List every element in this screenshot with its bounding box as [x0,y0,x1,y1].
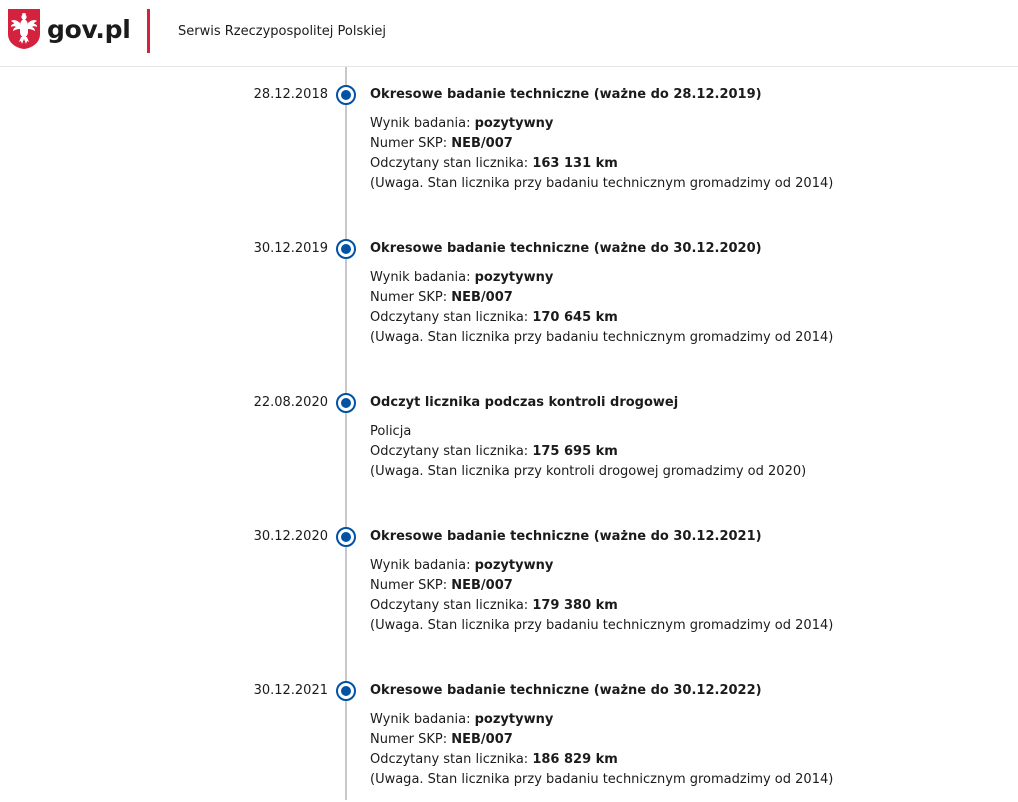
result-value: pozytywny [474,712,554,727]
skp-label: Numer SKP: [370,290,452,305]
odometer-line [370,442,806,462]
result-label: Wynik badania: [370,558,475,573]
entry-note: (Uwaga. Stan licznika przy badaniu technicznym gromadzimy od 2014) [370,618,834,633]
result-line [370,556,833,576]
timeline-marker-icon [336,85,356,105]
odometer-label: Odczytany stan licznika: [370,598,533,613]
odometer-value: 170 645 km [532,310,618,325]
entry-title: Okresowe badanie techniczne (ważne do 30.12.2022) [370,683,762,698]
polish-eagle-emblem-icon [7,8,41,50]
entry-note: (Uwaga. Stan licznika przy badaniu technicznym gromadzimy od 2014) [370,330,834,345]
entry-title: Okresowe badanie techniczne (ważne do 30.12.2021) [370,529,762,544]
timeline-marker-icon [336,393,356,413]
skp-line [370,288,833,308]
odometer-label: Odczytany stan licznika: [370,310,533,325]
timeline-marker-icon [336,527,356,547]
odometer-line [370,750,833,770]
odometer-line [370,308,833,328]
entry-note: (Uwaga. Stan licznika przy kontroli drogowej gromadzimy od 2020) [370,464,807,479]
odometer-line [370,596,833,616]
skp-label: Numer SKP: [370,578,452,593]
header-divider [147,9,150,53]
result-value: pozytywny [474,116,554,131]
odometer-line [370,154,833,174]
entry-note: (Uwaga. Stan licznika przy badaniu technicznym gromadzimy od 2014) [370,772,834,787]
skp-value: NEB/007 [451,578,513,593]
odometer-label: Odczytany stan licznika: [370,752,533,767]
timeline-marker-icon [336,239,356,259]
timeline-entry [0,394,1018,514]
skp-line [370,134,833,154]
odometer-label: Odczytany stan licznika: [370,444,533,459]
entry-note: (Uwaga. Stan licznika przy badaniu technicznym gromadzimy od 2014) [370,176,834,191]
skp-value: NEB/007 [451,290,513,305]
odometer-value: 179 380 km [532,598,618,613]
entry-title: Okresowe badanie techniczne (ważne do 30.12.2020) [370,241,762,256]
entry-date: 30.12.2019 [253,241,328,256]
skp-value: NEB/007 [451,136,513,151]
entry-date: 28.12.2018 [253,87,328,102]
result-label: Wynik badania: [370,270,475,285]
result-label: Wynik badania: [370,116,475,131]
site-header [0,0,1018,67]
result-line [370,268,833,288]
skp-line [370,730,833,750]
entry-details [370,422,806,482]
entry-details [370,268,833,348]
timeline-entry [0,240,1018,360]
brand-name: gov.pl [47,15,131,44]
skp-line [370,576,833,596]
result-line [370,114,833,134]
entry-date: 22.08.2020 [253,395,328,410]
result-value: pozytywny [474,270,554,285]
gov-pl-home-link[interactable] [0,0,131,60]
timeline-entry [0,528,1018,648]
skp-label: Numer SKP: [370,136,452,151]
entry-title: Odczyt licznika podczas kontroli drogowej [370,395,679,410]
service-name: Serwis Rzeczypospolitej Polskiej [178,24,386,39]
skp-label: Numer SKP: [370,732,452,747]
entry-date: 30.12.2021 [253,683,328,698]
entry-details [370,114,833,194]
timeline-entry [0,682,1018,802]
odometer-value: 186 829 km [532,752,618,767]
skp-value: NEB/007 [451,732,513,747]
result-line [370,710,833,730]
entry-date: 30.12.2020 [253,529,328,544]
entry-title: Okresowe badanie techniczne (ważne do 28.12.2019) [370,87,762,102]
entry-details [370,710,833,790]
entry-details [370,556,833,636]
result-value: pozytywny [474,558,554,573]
odometer-value: 163 131 km [532,156,618,171]
odometer-label: Odczytany stan licznika: [370,156,533,171]
source-line: Policja [370,424,412,439]
result-label: Wynik badania: [370,712,475,727]
timeline-marker-icon [336,681,356,701]
timeline-entry [0,86,1018,206]
odometer-value: 175 695 km [532,444,618,459]
